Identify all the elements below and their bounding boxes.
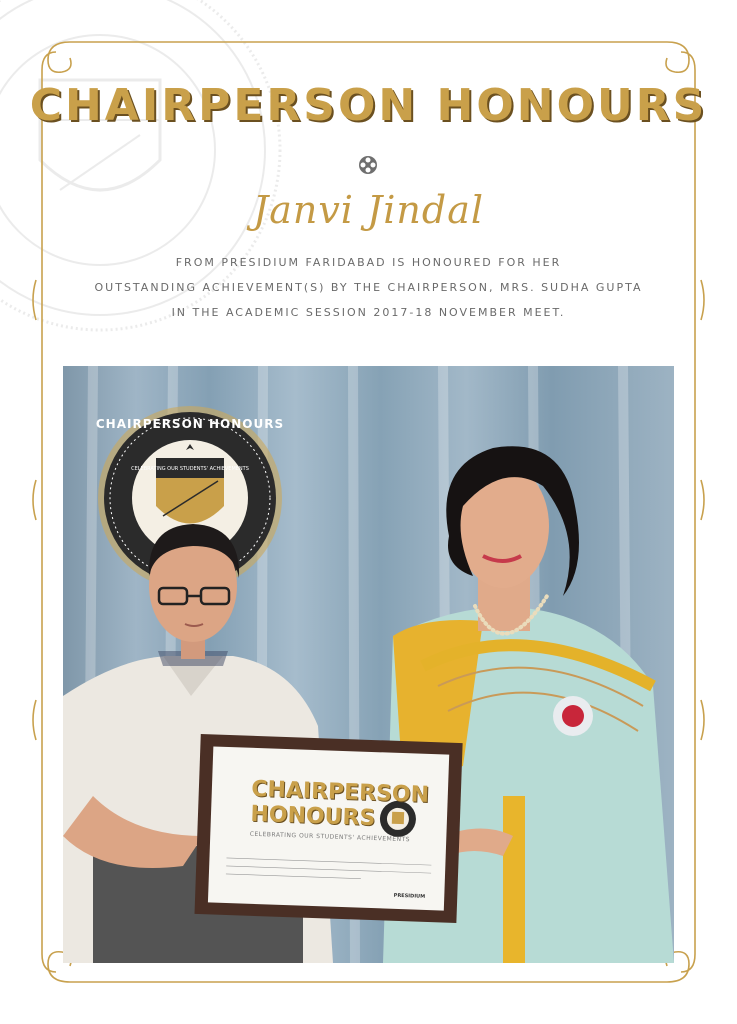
student-name: Janvi Jindal — [252, 188, 485, 232]
certificate-subtitle: CELEBRATING OUR STUDENTS' ACHIEVEMENTS — [249, 830, 411, 844]
honour-description — [60, 250, 677, 325]
page-title: CHAIRPERSON HONOURS — [29, 80, 708, 131]
award-photo — [63, 366, 674, 963]
badge-shield-text: CELEBRATING OUR STUDENTS' ACHIEVEMENTS — [131, 466, 249, 472]
certificate-title: CHAIRPERSON HONOURS — [250, 776, 430, 832]
flower-ornament-icon — [358, 155, 378, 175]
description-line-1: FROM PRESIDIUM FARIDABAD IS HONOURED FOR HER — [175, 256, 562, 269]
certificate-text — [225, 750, 462, 908]
description-line-2: OUTSTANDING ACHIEVEMENT(S) BY THE CHAIRPERSON, MRS. SUDHA GUPTA — [94, 281, 643, 294]
certificate-brand: PRESIDIUM — [393, 892, 426, 900]
badge-top-text: CHAIRPERSON HONOURS — [95, 417, 285, 431]
description-line-3: IN THE ACADEMIC SESSION 2017-18 NOVEMBER MEET. — [171, 306, 566, 319]
